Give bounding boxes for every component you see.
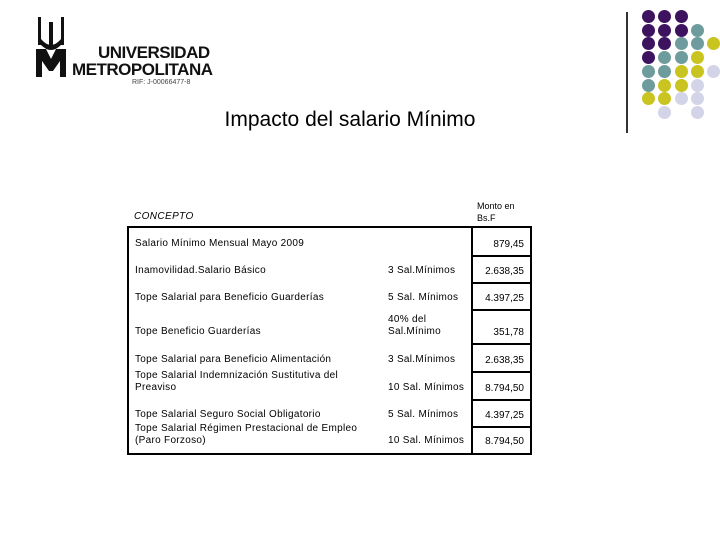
decorative-dot <box>642 24 655 37</box>
decorative-dot <box>675 24 688 37</box>
decorative-dot <box>675 65 688 78</box>
amount-cell: 8.794,50 <box>485 383 524 394</box>
concept-cell: Inamovilidad.Salario Básico <box>135 265 266 276</box>
amount-cell: 8.794,50 <box>485 436 524 447</box>
decorative-dot <box>691 51 704 64</box>
decorative-dot <box>658 65 671 78</box>
decorative-dot <box>691 106 704 119</box>
concept-cell: Tope Beneficio Guarderías <box>135 326 261 337</box>
page-title: Impacto del salario Mínimo <box>224 108 476 131</box>
header-amount-line2: Bs.F <box>477 213 496 223</box>
decorative-dot <box>642 65 655 78</box>
row-separator <box>472 282 530 284</box>
concept-cell: Tope Salarial para Beneficio Guarderías <box>135 292 325 303</box>
row-separator <box>472 309 530 311</box>
row-separator <box>472 343 530 345</box>
decorative-dot <box>675 51 688 64</box>
amount-cell: 2.638,35 <box>485 355 524 366</box>
decorative-dot <box>691 24 704 37</box>
divider <box>626 12 628 133</box>
amount-cell: 879,45 <box>493 239 524 250</box>
decorative-dot <box>707 37 720 50</box>
decorative-dot <box>658 37 671 50</box>
amount-cell: 4.397,25 <box>485 293 524 304</box>
concept-cell: Tope Salarial para Beneficio Alimentación <box>135 354 332 365</box>
concept-cell: Tope Salarial Seguro Social Obligatorio <box>135 409 321 420</box>
factor-cell: 3 Sal.Mínimos <box>388 265 456 276</box>
decorative-dot <box>658 79 671 92</box>
decorative-dot <box>691 79 704 92</box>
amount-cell: 2.638,35 <box>485 266 524 277</box>
decorative-dot <box>658 92 671 105</box>
decorative-dot <box>675 10 688 23</box>
header-concept: CONCEPTO <box>134 211 194 222</box>
decorative-dot <box>675 79 688 92</box>
decorative-dot <box>658 10 671 23</box>
header-amount-line1: Monto en <box>477 201 515 211</box>
amount-cell: 4.397,25 <box>485 410 524 421</box>
row-separator <box>472 371 530 373</box>
logo-metropolitana: METROPOLITANA <box>72 60 213 79</box>
table-row <box>129 372 530 400</box>
decorative-dot <box>675 37 688 50</box>
decorative-dot <box>642 37 655 50</box>
factor-cell: 10 Sal. Mínimos <box>388 382 465 393</box>
decorative-dot <box>707 65 720 78</box>
row-separator <box>472 426 530 428</box>
decorative-dot <box>642 79 655 92</box>
decorative-dot <box>691 92 704 105</box>
factor-cell: 10 Sal. Mínimos <box>388 435 465 446</box>
decorative-dot <box>658 24 671 37</box>
table-row <box>129 344 530 372</box>
decorative-dot <box>691 65 704 78</box>
decorative-dot <box>675 92 688 105</box>
decorative-dot <box>642 51 655 64</box>
amount-cell: 351,78 <box>493 327 524 338</box>
table-row <box>129 256 530 283</box>
header-amount <box>477 200 515 224</box>
decorative-dot <box>658 51 671 64</box>
concept-cell: Tope Salarial Indemnización Sustitutiva del Preaviso <box>135 370 339 393</box>
decorative-dot <box>642 92 655 105</box>
row-separator <box>472 399 530 401</box>
logo-rif: RIF: J-00066477-8 <box>132 79 191 86</box>
table-row <box>129 228 530 256</box>
university-logo-icon <box>36 17 66 77</box>
concept-cell: Salario Mínimo Mensual Mayo 2009 <box>135 238 305 249</box>
table-row <box>129 423 530 453</box>
row-separator <box>472 255 530 257</box>
logo-university: UNIVERSIDAD <box>98 43 210 62</box>
concept-cell: Tope Salarial Régimen Prestacional de Empleo (Paro Forzoso) <box>135 423 358 446</box>
salary-table <box>127 226 532 455</box>
factor-cell: 40% del Sal.Mínimo <box>388 314 442 337</box>
factor-cell: 3 Sal.Mínimos <box>388 354 456 365</box>
decorative-dot <box>642 10 655 23</box>
factor-cell: 5 Sal. Mínimos <box>388 409 459 420</box>
table-row <box>129 310 530 344</box>
table-row <box>129 283 530 310</box>
factor-cell: 5 Sal. Mínimos <box>388 292 459 303</box>
decorative-dot <box>691 37 704 50</box>
